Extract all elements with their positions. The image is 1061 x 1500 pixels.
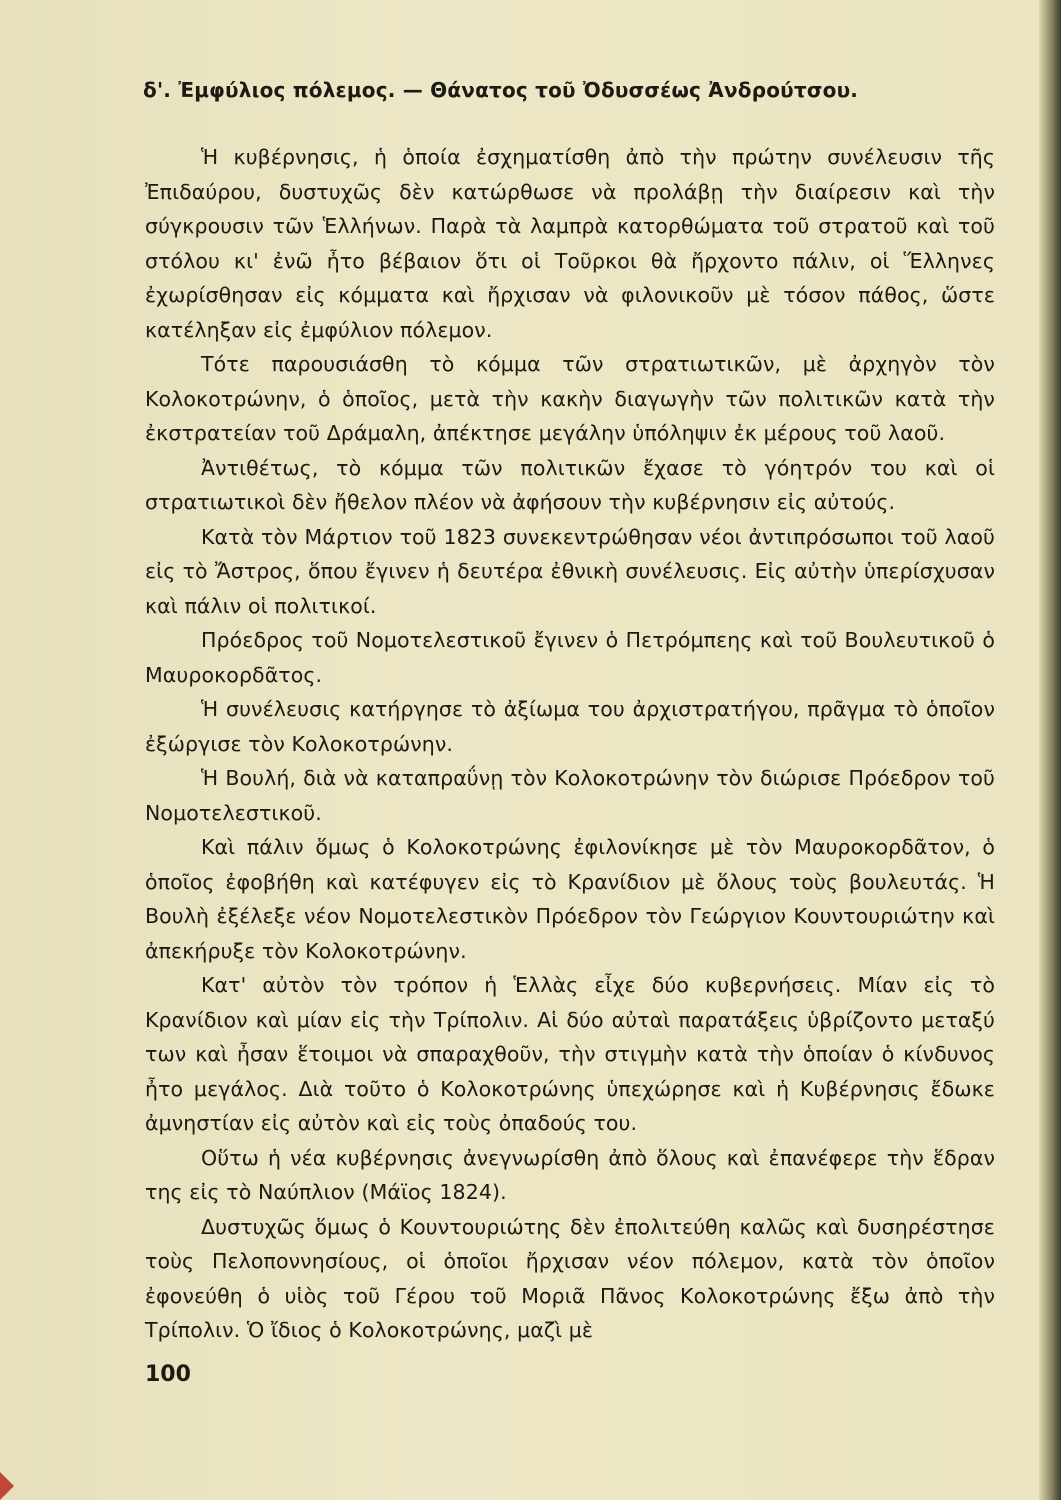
paragraph: Πρόεδρος τοῦ Νομοτελεστικοῦ ἔγινεν ὁ Πετρόμπεης καὶ τοῦ Βουλευτικοῦ ὁ Μαυροκορδᾶτος.	[145, 628, 995, 687]
section-heading: δ'. Ἐμφύλιος πόλεμος. — Θάνατος τοῦ Ὀδυσσέως Ἀνδρούτσου.	[143, 78, 859, 102]
corner-mark	[0, 1472, 14, 1500]
paragraph: Ἀντιθέτως, τὸ κόμμα τῶν πολιτικῶν ἔχασε τὸ γόητρόν του καὶ οἱ στρατιωτικοὶ δὲν ἤθελον πλέον νὰ ἀφήσουν τὴν κυβέρνησιν εἰς αὐτούς.	[145, 455, 995, 514]
paragraph: Καὶ πάλιν ὅμως ὁ Κολοκοτρώνης ἐφιλονίκησε μὲ τὸν Μαυροκορδᾶτον, ὁ ὁποῖος ἐφοβήθη καὶ κατέφυγεν εἰς τὸ Κρανίδιον μὲ ὅλους τοὺς βουλευτάς. Ἡ Βουλὴ ἐξέλεξε νέον Νομοτελεστικὸν Πρόεδρον τὸν Γεώργιον Κουντουριώτην καὶ ἀπεκήρυξε τὸν Κολοκοτρώνην.	[145, 835, 995, 963]
paragraph: Ἡ Βουλή, διὰ νὰ καταπραΰνῃ τὸν Κολοκοτρώνην τὸν διώρισε Πρόεδρον τοῦ Νομοτελεστικοῦ.	[145, 766, 995, 825]
paragraph: Κατὰ τὸν Μάρτιον τοῦ 1823 συνεκεντρώθησαν νέοι ἀντιπρόσωποι τοῦ λαοῦ εἰς τὸ Ἄστρος, ὅπου ἔγινεν ἡ δευτέρα ἐθνικὴ συνέλευσις. Εἰς αὐτὴν ὑπερίσχυσαν καὶ πάλιν οἱ πολιτικοί.	[145, 524, 995, 618]
page-binding-edge	[1039, 0, 1061, 1500]
paragraph: Τότε παρουσιάσθη τὸ κόμμα τῶν στρατιωτικῶν, μὲ ἀρχηγὸν τὸν Κολοκοτρώνην, ὁ ὁποῖος, μετὰ τὴν κακὴν διαγωγὴν τῶν πολιτικῶν κατὰ τὴν ἐκστρατείαν τοῦ Δράμαλη, ἀπέκτησε μεγάλην ὑπόληψιν ἐκ μέρους τοῦ λαοῦ.	[145, 352, 995, 445]
page-number: 100	[145, 1361, 191, 1387]
paragraph: Κατ' αὐτὸν τὸν τρόπον ἡ Ἑλλὰς εἶχε δύο κυβερνήσεις. Μίαν εἰς τὸ Κρανίδιον καὶ μίαν εἰς τὴν Τρίπολιν. Αἱ δύο αὐταὶ παρατάξεις ὑβρίζοντο μεταξύ των καὶ ἦσαν ἕτοιμοι νὰ σπαραχθοῦν, τὴν στιγμὴν κατὰ τὴν ὁποίαν ὁ κίνδυνος ἦτο μεγάλος. Διὰ τοῦτο ὁ Κολοκοτρώνης ὑπεχώρησε καὶ ἡ Κυβέρνησις ἔδωκε ἀμνηστίαν εἰς αὐτὸν καὶ εἰς τοὺς ὀπαδούς του.	[145, 973, 995, 1135]
paragraph: Ἡ συνέλευσις κατήργησε τὸ ἀξίωμα του ἀρχιστρατήγου, πρᾶγμα τὸ ὁποῖον ἐξώργισε τὸν Κολοκοτρώνην.	[145, 697, 995, 756]
body-text	[145, 140, 995, 1387]
paragraph: Δυστυχῶς ὅμως ὁ Κουντουριώτης δὲν ἐπολιτεύθη καλῶς καὶ δυσηρέστησε τοὺς Πελοποννησίους, οἱ ὁποῖοι ἤρχισαν νέον πόλεμον, κατὰ τὸν ὁποῖον ἐφονεύθη ὁ υἱὸς τοῦ Γέρου τοῦ Μοριᾶ Πᾶνος Κολοκοτρώνης ἔξω ἀπὸ τὴν Τρίπολιν. Ὁ ἴδιος ὁ Κολοκοτρώνης, μαζὶ μὲ	[145, 1214, 995, 1342]
paragraph: Ἡ κυβέρνησις, ἡ ὁποία ἐσχηματίσθη ἀπὸ τὴν πρώτην συνέλευσιν τῆς Ἐπιδαύρου, δυστυχῶς δὲν κατώρθωσε νὰ προλάβῃ τὴν διαίρεσιν καὶ τὴν σύγκρουσιν τῶν Ἑλλήνων. Παρὰ τὰ λαμπρὰ κατορθώματα τοῦ στρατοῦ καὶ τοῦ στόλου κι' ἐνῶ ἦτο βέβαιον ὅτι οἱ Τοῦρκοι θὰ ἤρχοντο πάλιν, οἱ Ἕλληνες ἐχωρίσθησαν εἰς κόμματα καὶ ἤρχισαν νὰ φιλονικοῦν μὲ τόσον πάθος, ὥστε κατέληξαν εἰς ἐμφύλιον πόλεμον.	[145, 145, 995, 342]
paragraph: Οὕτω ἡ νέα κυβέρνησις ἀνεγνωρίσθη ἀπὸ ὅλους καὶ ἐπανέφερε τὴν ἕδραν της εἰς τὸ Ναύπλιον (Μάϊος 1824).	[145, 1145, 995, 1204]
